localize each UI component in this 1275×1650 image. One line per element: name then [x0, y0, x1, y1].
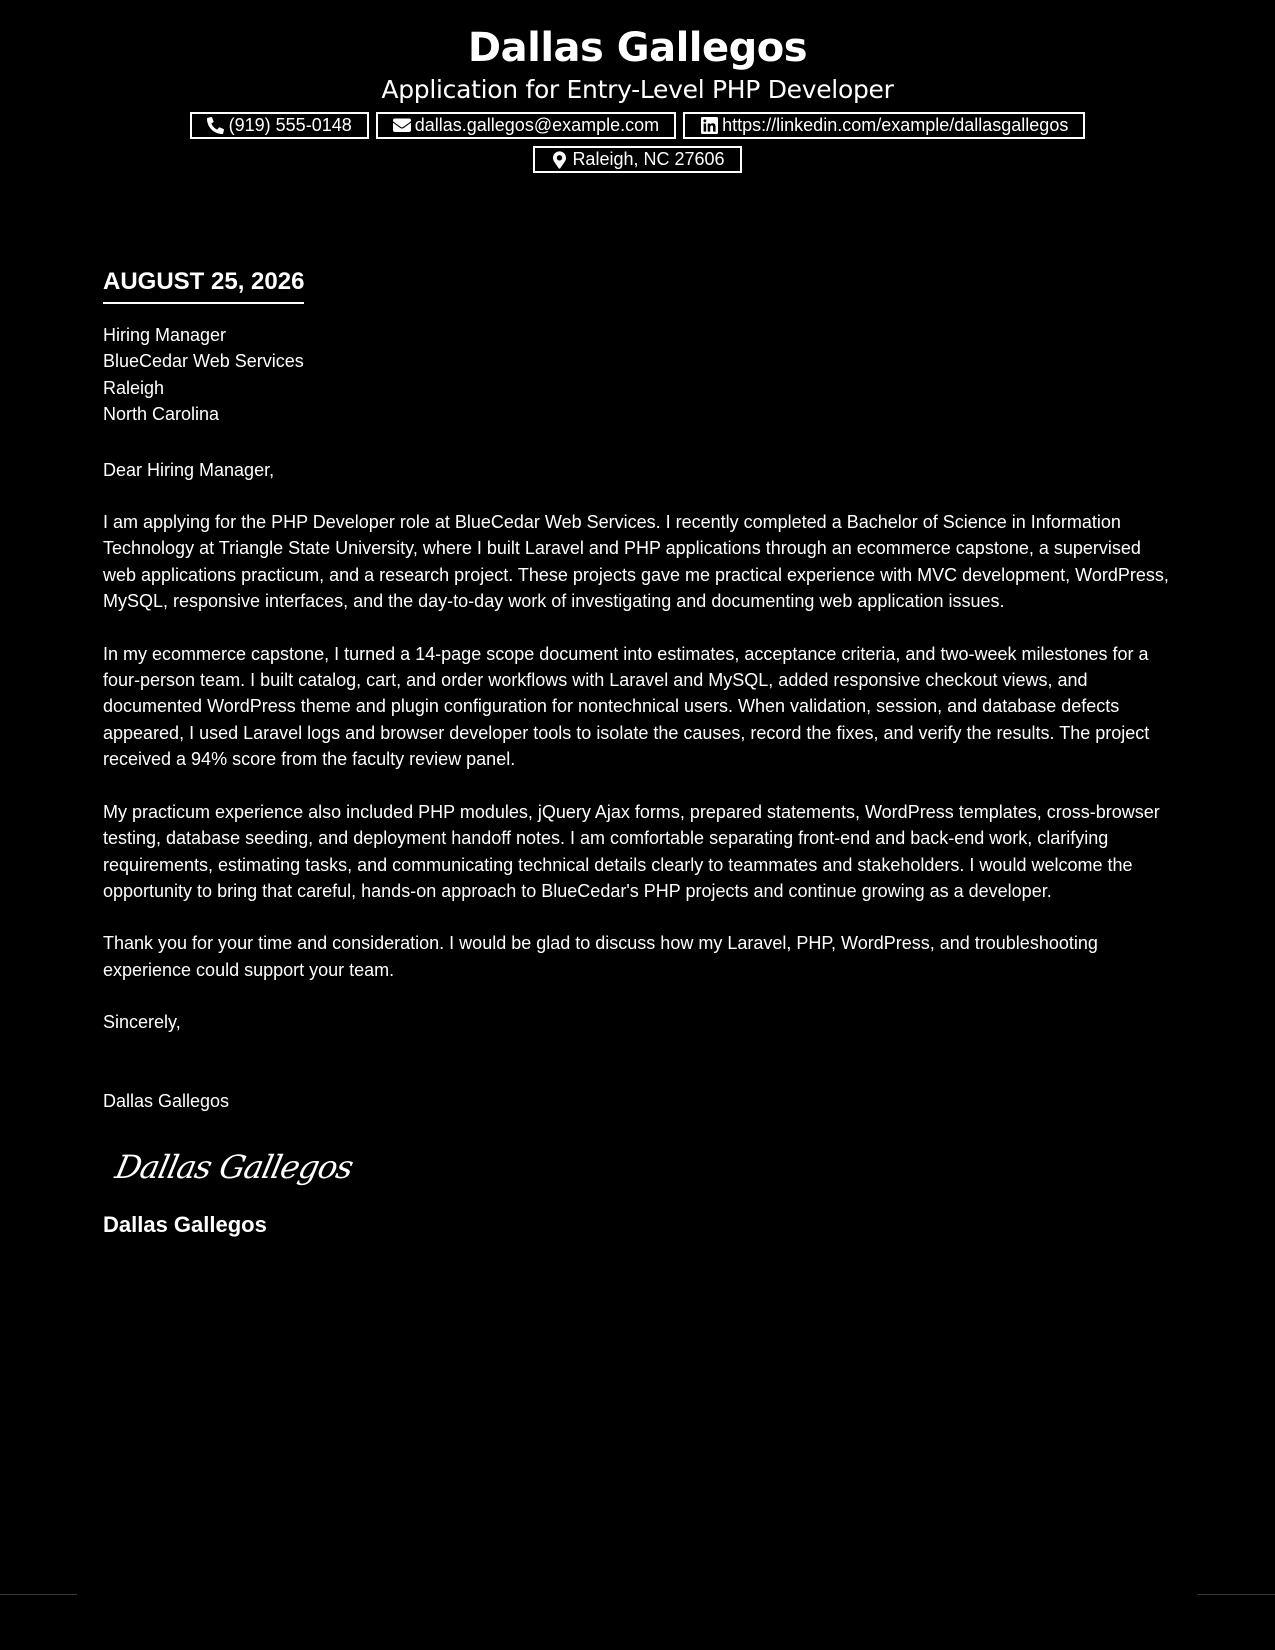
svg-text:Dallas Gallegos: Dallas Gallegos [112, 1148, 357, 1186]
linkedin-text: https://linkedin.com/example/dallasgallegos [722, 115, 1069, 135]
linkedin-icon [700, 117, 718, 135]
map-marker-icon [550, 151, 568, 169]
body-paragraph: In my ecommerce capstone, I turned a 14-page scope document into estimates, acceptance criteria, and two-week milestones for a four-person team. I built catalog, cart, and order workflows with Laravel and MySQL, added responsive checkout views, and documented WordPress theme and plugin configuration for nontechnical users. When validation, session, and database defects appeared, I used Laravel logs and browser developer tools to isolate the causes, record the fixes, and verify the results. The project received a 94% score from the faculty review panel. [103, 643, 1150, 770]
phone-text: (919) 555-0148 [228, 115, 352, 135]
letter-body [103, 266, 1178, 1240]
location-chip [533, 146, 741, 173]
application-subtitle: Application for Entry-Level PHP Developer [381, 75, 894, 104]
salutation: Dear Hiring Manager, [103, 459, 275, 480]
body-paragraph: I am applying for the PHP Developer role at BlueCedar Web Services. I recently completed a Bachelor of Science in Information Technology at Triangle State University, where I built Laravel and PHP applications through an ecommerce capstone, a supervised web applications practicum, and a research project. These projects gave me practical experience with MVC development, WordPress, MySQL, responsive interfaces, and the day-to-day work of investigating and documenting web application issues. [103, 512, 1169, 612]
recipient-state: North Carolina [103, 404, 220, 425]
body-paragraph: My practicum experience also included PHP modules, jQuery Ajax forms, prepared statements, WordPress templates, cross-browser testing, database seeding, and deployment handoff notes. I am comfortable separating front-end and back-end work, clarifying requirements, estimating tasks, and communicating technical details clearly to teammates and stakeholders. I would welcome the opportunity to bring that careful, hands-on approach to BlueCedar's PHP projects and continue growing as a developer. [103, 801, 1160, 901]
handwritten-signature [111, 1144, 371, 1192]
recipient-city: Raleigh [103, 377, 165, 398]
phone-chip[interactable] [190, 112, 369, 139]
location-text: Raleigh, NC 27606 [572, 149, 725, 169]
body-paragraph: Thank you for your time and consideration. I would be glad to discuss how my Laravel, PHP, WordPress, and troubleshooting experience could support your team. [103, 933, 1098, 980]
linkedin-chip[interactable] [683, 112, 1085, 139]
contact-row-primary [0, 112, 1275, 139]
page-edge-line-right [1198, 1594, 1275, 1595]
page-edge-line-left [0, 1594, 77, 1595]
footer-name: Dallas Gallegos [103, 1211, 267, 1237]
recipient-title: Hiring Manager [103, 325, 227, 345]
applicant-name: Dallas Gallegos [467, 25, 808, 71]
envelope-icon [393, 117, 411, 135]
closing-phrase: Sincerely, [103, 1012, 181, 1033]
email-chip[interactable] [376, 112, 676, 139]
sender-name: Dallas Gallegos [103, 1090, 230, 1111]
letter-date: AUGUST 25, 2026 [103, 266, 304, 304]
recipient-block [103, 322, 1178, 428]
recipient-company: BlueCedar Web Services [103, 351, 304, 372]
phone-icon [207, 117, 225, 135]
letter-header [0, 22, 1275, 173]
email-text: dallas.gallegos@example.com [414, 115, 660, 135]
contact-row-secondary [0, 146, 1275, 173]
